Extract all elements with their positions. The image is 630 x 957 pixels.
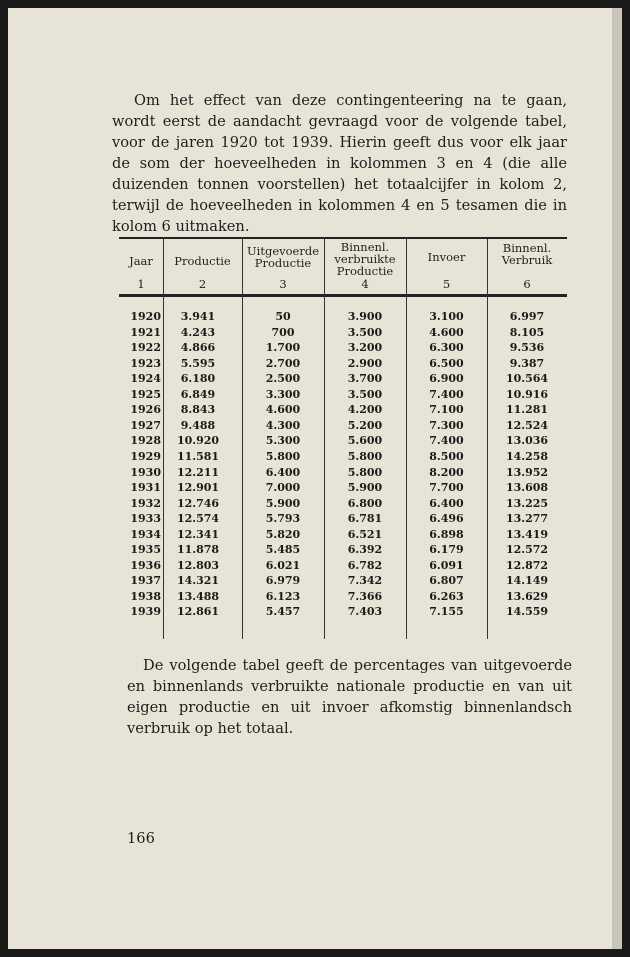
- table-cell: 11.878: [176, 543, 220, 557]
- table-row: [119, 480, 567, 496]
- table-cell: 13.036: [505, 434, 549, 448]
- data-table: [119, 237, 567, 639]
- table-cell: 5.793: [265, 512, 301, 526]
- table-row: [119, 449, 567, 465]
- table-row: [119, 589, 567, 605]
- table-cell: 5.800: [347, 449, 383, 463]
- table-row: [119, 573, 567, 589]
- table-cell: 1929: [130, 449, 161, 463]
- table-cell: 3.300: [265, 387, 301, 401]
- table-cell: 5.600: [347, 434, 383, 448]
- header-number: 6: [523, 277, 531, 291]
- table-cell: 6.781: [347, 512, 383, 526]
- table-cell: 9.387: [509, 356, 545, 370]
- table-row: [119, 309, 567, 325]
- table-cell: 10.916: [505, 387, 549, 401]
- table-cell: 7.400: [429, 387, 464, 401]
- header-number: 1: [137, 277, 145, 291]
- table-cell: 12.572: [505, 543, 549, 557]
- table-row: [119, 371, 567, 387]
- table-cell: 9.536: [509, 341, 545, 355]
- table-cell: 2.900: [347, 356, 383, 370]
- table-cell: 2.500: [265, 372, 301, 386]
- table-cell: 7.400: [429, 434, 464, 448]
- table-cell: 12.524: [505, 418, 549, 432]
- header-uitgevoerde: [242, 240, 324, 294]
- header-number: 5: [442, 277, 451, 291]
- table-cell: 4.200: [347, 403, 383, 417]
- table-cell: 13.488: [176, 589, 220, 603]
- table-cell: 11.581: [176, 449, 220, 463]
- table-cell: 12.901: [176, 481, 220, 495]
- table-cell: 7.700: [429, 481, 464, 495]
- table-cell: 1934: [130, 527, 161, 541]
- table-cell: 6.979: [265, 574, 301, 588]
- table-row: [119, 465, 567, 481]
- table-row: [119, 496, 567, 512]
- table-cell: 13.225: [505, 496, 549, 510]
- table-cell: 5.900: [265, 496, 301, 510]
- table-top-rule: [119, 237, 567, 239]
- table-cell: 13.277: [505, 512, 549, 526]
- table-cell: 1937: [130, 574, 161, 588]
- table-cell: 13.629: [505, 589, 549, 603]
- table-cell: 5.595: [180, 356, 216, 370]
- table-cell: 6.021: [265, 558, 301, 572]
- table-cell: 7.403: [347, 605, 383, 619]
- table-cell: 1930: [130, 465, 161, 479]
- table-cell: 7.100: [429, 403, 464, 417]
- table-cell: 1931: [130, 481, 161, 495]
- table-row: [119, 340, 567, 356]
- table-cell: 7.000: [265, 481, 301, 495]
- table-cell: 1936: [130, 558, 161, 572]
- table-cell: 1920: [130, 310, 161, 323]
- table-cell: 4.866: [180, 341, 216, 355]
- table-cell: 13.419: [505, 527, 549, 541]
- table-cell: 1928: [130, 434, 161, 448]
- page-edge: [612, 8, 622, 949]
- table-cell: 4.243: [180, 325, 216, 339]
- table-cell: 3.900: [347, 310, 383, 323]
- table-cell: 6.392: [347, 543, 383, 557]
- table-cell: 13.608: [505, 481, 549, 495]
- table-cell: 5.200: [347, 418, 383, 432]
- table-cell: 14.258: [505, 449, 549, 463]
- table-cell: 6.521: [347, 527, 383, 541]
- header-number: 3: [279, 277, 287, 291]
- table-cell: 1.700: [265, 341, 301, 355]
- table-cell: 6.123: [265, 589, 301, 603]
- table-cell: 1927: [130, 418, 161, 432]
- header-number: 4: [361, 277, 369, 291]
- header-number: 2: [198, 277, 207, 291]
- table-cell: 6.997: [509, 310, 545, 323]
- table-cell: 7.342: [347, 574, 383, 588]
- table-cell: 7.300: [429, 418, 464, 432]
- table-cell: 5.457: [265, 605, 301, 619]
- table-cell: 12.341: [176, 527, 220, 541]
- table-cell: 8.843: [180, 403, 216, 417]
- table-cell: 8.105: [509, 325, 545, 339]
- table-cell: 10.920: [176, 434, 220, 448]
- table-row: [119, 527, 567, 543]
- table-row: [119, 325, 567, 341]
- table-cell: 12.746: [176, 496, 220, 510]
- table-row: [119, 433, 567, 449]
- table-row: [119, 558, 567, 574]
- page-number: 166: [127, 830, 155, 847]
- table-cell: 1938: [130, 589, 161, 603]
- table-cell: 8.200: [429, 465, 464, 479]
- table-cell: 7.155: [429, 605, 464, 619]
- table-cell: 700: [271, 325, 295, 339]
- table-cell: 13.952: [505, 465, 549, 479]
- table-cell: 1939: [130, 605, 161, 619]
- table-row: [119, 542, 567, 558]
- table-cell: 1921: [130, 325, 161, 339]
- table-cell: 6.300: [429, 341, 464, 355]
- table-cell: 1924: [130, 372, 161, 386]
- table-cell: 6.400: [265, 465, 301, 479]
- table-cell: 5.800: [347, 465, 383, 479]
- table-cell: 12.872: [505, 558, 549, 572]
- header-binnenl-verbruik: [487, 240, 567, 294]
- table-cell: 14.149: [505, 574, 549, 588]
- table-cell: 50: [275, 310, 291, 323]
- header-binnenl-verbruikte: [324, 240, 406, 294]
- table-cell: 1933: [130, 512, 161, 526]
- table-cell: 1935: [130, 543, 161, 557]
- table-cell: 5.485: [265, 543, 301, 557]
- table-cell: 6.500: [429, 356, 464, 370]
- table-cell: 4.600: [265, 403, 301, 417]
- header-label: Invoer: [427, 250, 466, 264]
- table-cell: 6.800: [347, 496, 383, 510]
- table-row: [119, 511, 567, 527]
- table-cell: 1925: [130, 387, 161, 401]
- table-cell: 3.100: [429, 310, 464, 323]
- table-cell: 1923: [130, 356, 161, 370]
- table-cell: 5.300: [265, 434, 301, 448]
- header-label: Uitgevoerde Productie: [246, 244, 320, 270]
- table-cell: 6.400: [429, 496, 464, 510]
- table-cell: 6.091: [429, 558, 464, 572]
- table-cell: 9.488: [180, 418, 216, 432]
- table-cell: 10.564: [505, 372, 549, 386]
- table-cell: 6.782: [347, 558, 383, 572]
- table-row: [119, 418, 567, 434]
- table-cell: 1922: [130, 341, 161, 355]
- table-cell: 1932: [130, 496, 161, 510]
- table-cell: 8.500: [429, 449, 464, 463]
- table-row: [119, 604, 567, 620]
- table-header-rule: [119, 294, 567, 297]
- header-jaar: [119, 240, 163, 294]
- intro-text: Om het effect van deze contingenteering na te gaan, wordt eerst de aandacht gevraagd voor de volgende tabel, voor de jaren 1920 tot 1939. Hierin geeft dus voor elk jaar de som der hoeveelheden in kolommen 3 en 4 (die alle duizenden tonnen voorstellen) het totaalcijfer in kolom 2, terwijl de hoeveelheden in kolommen 4 en 5 tesamen die in kolom 6 uitmaken.: [112, 92, 567, 235]
- table-cell: 6.849: [180, 387, 216, 401]
- table-cell: 6.179: [429, 543, 464, 557]
- table-cell: 11.281: [505, 403, 549, 417]
- closing-paragraph: [127, 655, 572, 739]
- table-cell: 12.861: [176, 605, 220, 619]
- table-cell: 6.263: [429, 589, 464, 603]
- table-cell: 4.600: [429, 325, 464, 339]
- table-cell: 5.820: [265, 527, 301, 541]
- table-row: [119, 387, 567, 403]
- table-cell: 3.200: [347, 341, 383, 355]
- table-cell: 6.898: [429, 527, 464, 541]
- table-row: [119, 356, 567, 372]
- header-label: Binnenl. verbruikte Productie: [334, 240, 396, 278]
- table-cell: 7.366: [347, 589, 383, 603]
- table-cell: 6.807: [429, 574, 464, 588]
- table-cell: 12.803: [176, 558, 220, 572]
- table-cell: 12.211: [176, 465, 220, 479]
- intro-paragraph: [112, 90, 567, 237]
- table-cell: 14.321: [176, 574, 220, 588]
- table-cell: 5.800: [265, 449, 301, 463]
- header-label: Productie: [174, 254, 231, 268]
- closing-text: De volgende tabel geeft de percentages van uitgevoerde en binnenlands verbruikte nationale productie en van uit eigen productie en uit invoer afkomstig binnenlandsch verbruik op het totaal.: [127, 657, 572, 737]
- table-cell: 12.574: [176, 512, 220, 526]
- table-cell: 3.500: [347, 325, 383, 339]
- header-productie: [163, 240, 242, 294]
- header-invoer: [406, 240, 487, 294]
- table-cell: 6.180: [180, 372, 216, 386]
- header-label: Jaar: [129, 254, 153, 268]
- table-row: [119, 402, 567, 418]
- table-cell: 6.900: [429, 372, 464, 386]
- table-cell: 6.496: [429, 512, 464, 526]
- table-cell: 1926: [130, 403, 161, 417]
- table-cell: 3.700: [347, 372, 383, 386]
- table-cell: 4.300: [265, 418, 301, 432]
- table-cell: 3.941: [180, 310, 216, 323]
- table-cell: 3.500: [347, 387, 383, 401]
- table-cell: 2.700: [265, 356, 301, 370]
- table-cell: 14.559: [505, 605, 549, 619]
- table-cell: 5.900: [347, 481, 383, 495]
- header-label: Binnenl. Verbruik: [501, 241, 553, 267]
